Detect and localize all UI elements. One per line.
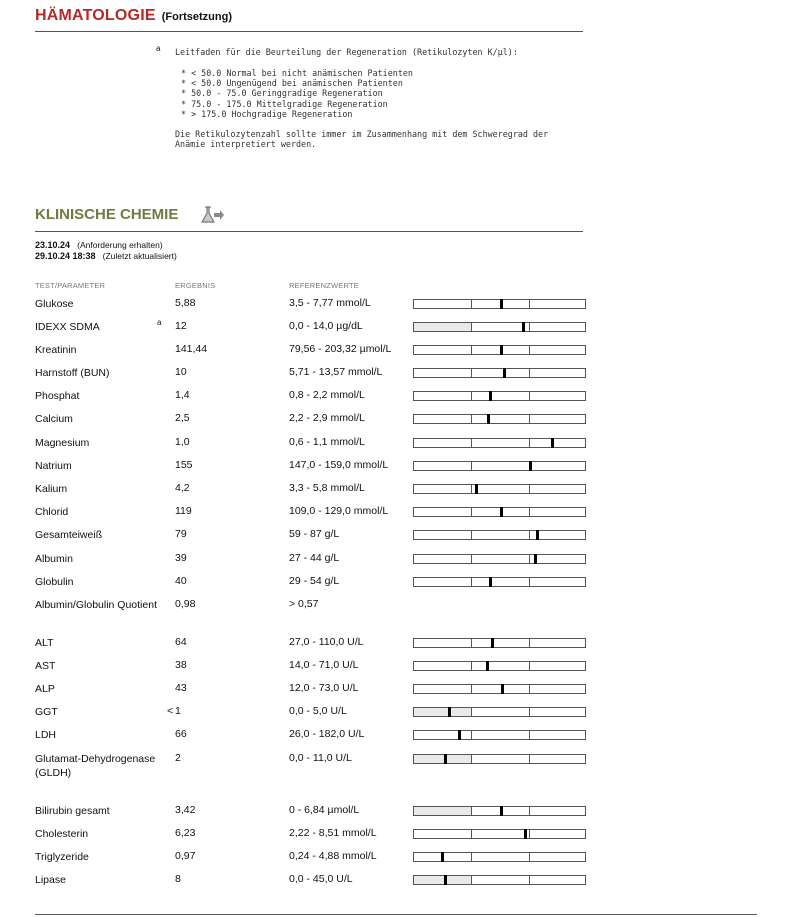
result-position-marker xyxy=(441,852,444,862)
range-divider xyxy=(529,708,530,716)
range-indicator-bar xyxy=(413,299,586,309)
section-divider xyxy=(35,231,583,232)
low-range-shade xyxy=(414,755,471,763)
parameter-name: ALT xyxy=(35,637,54,649)
result-position-marker xyxy=(500,299,503,309)
result-position-marker xyxy=(522,322,525,332)
range-divider xyxy=(529,300,530,308)
range-divider xyxy=(471,830,472,838)
result-position-marker xyxy=(534,554,537,564)
result-value: 40 xyxy=(175,575,187,587)
range-divider xyxy=(529,485,530,493)
result-position-marker xyxy=(489,391,492,401)
result-position-marker xyxy=(475,484,478,494)
range-divider xyxy=(529,578,530,586)
parameter-name: Triglyzeride xyxy=(35,851,89,863)
column-header-parameter: TEST/PARAMETER xyxy=(35,281,106,290)
result-value: 38 xyxy=(175,659,187,671)
guide-footer-line: Die Retikulozytenzahl sollte immer im Zusammenhang mit dem Schweregrad der xyxy=(175,129,549,139)
range-indicator-bar xyxy=(413,730,586,740)
result-position-marker xyxy=(500,806,503,816)
range-divider xyxy=(529,323,530,331)
parameter-name: Glukose xyxy=(35,298,74,310)
range-divider xyxy=(471,323,472,331)
range-divider xyxy=(471,346,472,354)
range-divider xyxy=(471,300,472,308)
range-indicator-bar xyxy=(413,461,586,471)
received-line xyxy=(35,240,177,251)
range-divider xyxy=(471,462,472,470)
received-date: 23.10.24 xyxy=(35,240,71,250)
parameter-name: Glutamat-Dehydrogenase (GLDH) xyxy=(35,753,156,779)
range-indicator-bar xyxy=(413,829,586,839)
low-range-shade xyxy=(414,323,471,331)
range-indicator-bar xyxy=(413,345,586,355)
range-divider xyxy=(529,439,530,447)
range-divider xyxy=(471,755,472,763)
column-header-reference: REFERENZWERTE xyxy=(289,281,359,290)
range-indicator-bar xyxy=(413,638,586,648)
result-value: 6,23 xyxy=(175,827,196,839)
result-position-marker xyxy=(487,414,490,424)
range-divider xyxy=(529,662,530,670)
reticulocyte-guide-heading: Leitfaden für die Beurteilung der Regeneration (Retikulozyten K/µl): xyxy=(175,47,518,57)
reference-range: 27 - 44 g/L xyxy=(289,552,340,564)
result-value: 43 xyxy=(175,682,187,694)
range-divider xyxy=(471,555,472,563)
range-divider xyxy=(471,415,472,423)
range-divider xyxy=(471,876,472,884)
low-range-shade xyxy=(414,708,471,716)
result-value: 79 xyxy=(175,528,187,540)
parameter-name: Magnesium xyxy=(35,437,90,449)
range-divider xyxy=(471,685,472,693)
footnote-marker: a xyxy=(156,44,161,53)
result-position-marker xyxy=(444,875,447,885)
parameter-name: Globulin xyxy=(35,576,74,588)
result-value: 5,88 xyxy=(175,297,196,309)
range-indicator-bar xyxy=(413,875,586,885)
result-position-marker xyxy=(500,345,503,355)
range-divider xyxy=(529,555,530,563)
range-indicator-bar xyxy=(413,852,586,862)
result-value: 119 xyxy=(175,505,192,517)
reference-range: 26,0 - 182,0 U/L xyxy=(289,728,365,740)
parameter-name: Lipase xyxy=(35,874,66,886)
reference-range: 12,0 - 73,0 U/L xyxy=(289,682,359,694)
continuation-label: (Fortsetzung) xyxy=(161,11,232,23)
hematology-title xyxy=(35,7,232,25)
received-label: (Anforderung erhalten) xyxy=(77,240,163,250)
reticulocyte-guide-list xyxy=(181,68,413,119)
low-range-shade xyxy=(414,876,471,884)
range-indicator-bar xyxy=(413,368,586,378)
range-indicator-bar xyxy=(413,507,586,517)
result-position-marker xyxy=(551,438,554,448)
result-position-marker xyxy=(524,829,527,839)
result-position-marker xyxy=(491,638,494,648)
reference-range: 59 - 87 g/L xyxy=(289,528,340,540)
range-indicator-bar xyxy=(413,707,586,717)
reference-range: 0,0 - 5,0 U/L xyxy=(289,705,347,717)
range-divider xyxy=(529,508,530,516)
range-indicator-bar xyxy=(413,661,586,671)
range-divider xyxy=(529,685,530,693)
result-position-marker xyxy=(529,461,532,471)
range-divider xyxy=(529,853,530,861)
range-divider xyxy=(471,485,472,493)
range-divider xyxy=(471,578,472,586)
range-divider xyxy=(471,807,472,815)
section-title-text: HÄMATOLOGIE xyxy=(35,7,156,24)
result-value: 10 xyxy=(175,366,187,378)
result-value: 0,98 xyxy=(175,598,196,610)
result-value: 0,97 xyxy=(175,850,196,862)
result-position-marker xyxy=(489,577,492,587)
reference-range: 2,2 - 2,9 mmol/L xyxy=(289,412,365,424)
parameter-name: Gesamteiweiß xyxy=(35,529,103,541)
result-value: 64 xyxy=(175,636,187,648)
range-divider xyxy=(471,853,472,861)
range-divider xyxy=(471,531,472,539)
parameter-name: IDEXX SDMA xyxy=(35,321,100,333)
parameter-name: Bilirubin gesamt xyxy=(35,805,110,817)
result-value: 1 xyxy=(175,705,181,717)
result-value: 12 xyxy=(175,320,187,332)
result-position-marker xyxy=(536,530,539,540)
parameter-name: GGT xyxy=(35,706,58,718)
range-divider xyxy=(529,830,530,838)
reference-range: 0 - 6,84 µmol/L xyxy=(289,804,360,816)
section-divider xyxy=(35,31,583,32)
range-divider xyxy=(471,508,472,516)
range-indicator-bar xyxy=(413,684,586,694)
range-divider xyxy=(471,639,472,647)
range-indicator-bar xyxy=(413,754,586,764)
result-value: 2 xyxy=(175,752,181,764)
range-divider xyxy=(529,639,530,647)
updated-date: 29.10.24 18:38 xyxy=(35,251,96,261)
column-header-result: ERGEBNIS xyxy=(175,281,216,290)
parameter-name: AST xyxy=(35,660,56,672)
range-divider xyxy=(529,731,530,739)
reference-range: > 0,57 xyxy=(289,598,319,610)
range-indicator-bar xyxy=(413,322,586,332)
guide-item: * 75.0 - 175.0 Mittelgradige Regeneration xyxy=(181,98,388,109)
result-position-marker xyxy=(501,684,504,694)
range-indicator-bar xyxy=(413,577,586,587)
guide-footer-line: Anämie interpretiert werden. xyxy=(175,139,317,150)
parameter-name: Kalium xyxy=(35,483,68,495)
range-divider xyxy=(471,662,472,670)
range-divider xyxy=(471,708,472,716)
parameter-name: Albumin/Globulin Quotient xyxy=(35,599,157,611)
result-value: 8 xyxy=(175,873,181,885)
range-indicator-bar xyxy=(413,484,586,494)
reference-range: 5,71 - 13,57 mmol/L xyxy=(289,366,383,378)
reference-range: 3,5 - 7,77 mmol/L xyxy=(289,297,371,309)
range-divider xyxy=(529,807,530,815)
updated-line xyxy=(35,251,177,262)
range-indicator-bar xyxy=(413,438,586,448)
low-range-shade xyxy=(414,807,471,815)
reference-range: 109,0 - 129,0 mmol/L xyxy=(289,505,389,517)
range-divider xyxy=(529,755,530,763)
result-position-marker xyxy=(486,661,489,671)
range-divider xyxy=(471,369,472,377)
range-indicator-bar xyxy=(413,530,586,540)
range-divider xyxy=(529,876,530,884)
range-divider xyxy=(529,369,530,377)
result-value: 141,44 xyxy=(175,343,208,355)
reference-range: 3,3 - 5,8 mmol/L xyxy=(289,482,365,494)
reference-range: 79,56 - 203,32 µmol/L xyxy=(289,343,392,355)
result-value: 1,4 xyxy=(175,389,190,401)
guide-item: * < 50.0 Normal bei nicht anämischen Patienten xyxy=(181,68,413,78)
guide-item: * 50.0 - 75.0 Geringgradige Regeneration xyxy=(181,88,383,99)
updated-label: (Zuletzt aktualisiert) xyxy=(102,251,177,261)
result-value: 39 xyxy=(175,552,187,564)
chemistry-title: KLINISCHE CHEMIE xyxy=(35,206,179,223)
request-dates xyxy=(35,240,177,262)
parameter-name: Albumin xyxy=(35,553,73,565)
range-divider xyxy=(471,439,472,447)
reference-range: 0,0 - 45,0 U/L xyxy=(289,873,353,885)
guide-item: * < 50.0 Ungenügend bei anämischen Patienten xyxy=(181,78,403,89)
range-indicator-bar xyxy=(413,806,586,816)
guide-item: * > 175.0 Hochgradige Regeneration xyxy=(181,108,353,119)
reference-range: 0,0 - 14,0 µg/dL xyxy=(289,320,363,332)
range-divider xyxy=(471,731,472,739)
reference-range: 147,0 - 159,0 mmol/L xyxy=(289,459,389,471)
parameter-name: LDH xyxy=(35,729,57,741)
reference-range: 27,0 - 110,0 U/L xyxy=(289,636,364,648)
result-value: 3,42 xyxy=(175,804,196,816)
range-divider xyxy=(529,346,530,354)
reference-range: 0,6 - 1,1 mmol/L xyxy=(289,436,365,448)
parameter-name: ALP xyxy=(35,683,55,695)
result-value: 1,0 xyxy=(175,436,190,448)
range-indicator-bar xyxy=(413,391,586,401)
reference-range: 2,22 - 8,51 mmol/L xyxy=(289,827,377,839)
range-indicator-bar xyxy=(413,414,586,424)
parameter-name: Harnstoff (BUN) xyxy=(35,367,110,379)
result-position-marker xyxy=(448,707,451,717)
parameter-name: Kreatinin xyxy=(35,344,77,356)
parameter-name: Phosphat xyxy=(35,390,80,402)
parameter-name: Chlorid xyxy=(35,506,69,518)
flask-arrow-icon[interactable] xyxy=(201,206,225,224)
range-divider xyxy=(529,415,530,423)
result-position-marker xyxy=(458,730,461,740)
reference-range: 29 - 54 g/L xyxy=(289,575,340,587)
result-value: 155 xyxy=(175,459,193,471)
parameter-name: Cholesterin xyxy=(35,828,89,840)
reference-range: 0,0 - 11,0 U/L xyxy=(289,752,352,764)
result-value: 66 xyxy=(175,728,187,740)
result-position-marker xyxy=(500,507,503,517)
result-position-marker xyxy=(444,754,447,764)
less-than-flag: < xyxy=(167,705,174,717)
range-divider xyxy=(529,392,530,400)
reference-range: 0,8 - 2,2 mmol/L xyxy=(289,389,365,401)
reference-range: 14,0 - 71,0 U/L xyxy=(289,659,359,671)
reference-range: 0,24 - 4,88 mmol/L xyxy=(289,850,377,862)
parameter-name: Calcium xyxy=(35,413,73,425)
range-indicator-bar xyxy=(413,554,586,564)
parameter-name: Natrium xyxy=(35,460,72,472)
result-value: 2,5 xyxy=(175,412,190,424)
result-value: 4,2 xyxy=(175,482,190,494)
footnote-marker: a xyxy=(157,318,162,327)
range-divider xyxy=(529,531,530,539)
result-position-marker xyxy=(503,368,506,378)
reticulocyte-guide-footer xyxy=(175,129,548,149)
range-divider xyxy=(471,392,472,400)
page-footer-divider xyxy=(35,914,757,915)
